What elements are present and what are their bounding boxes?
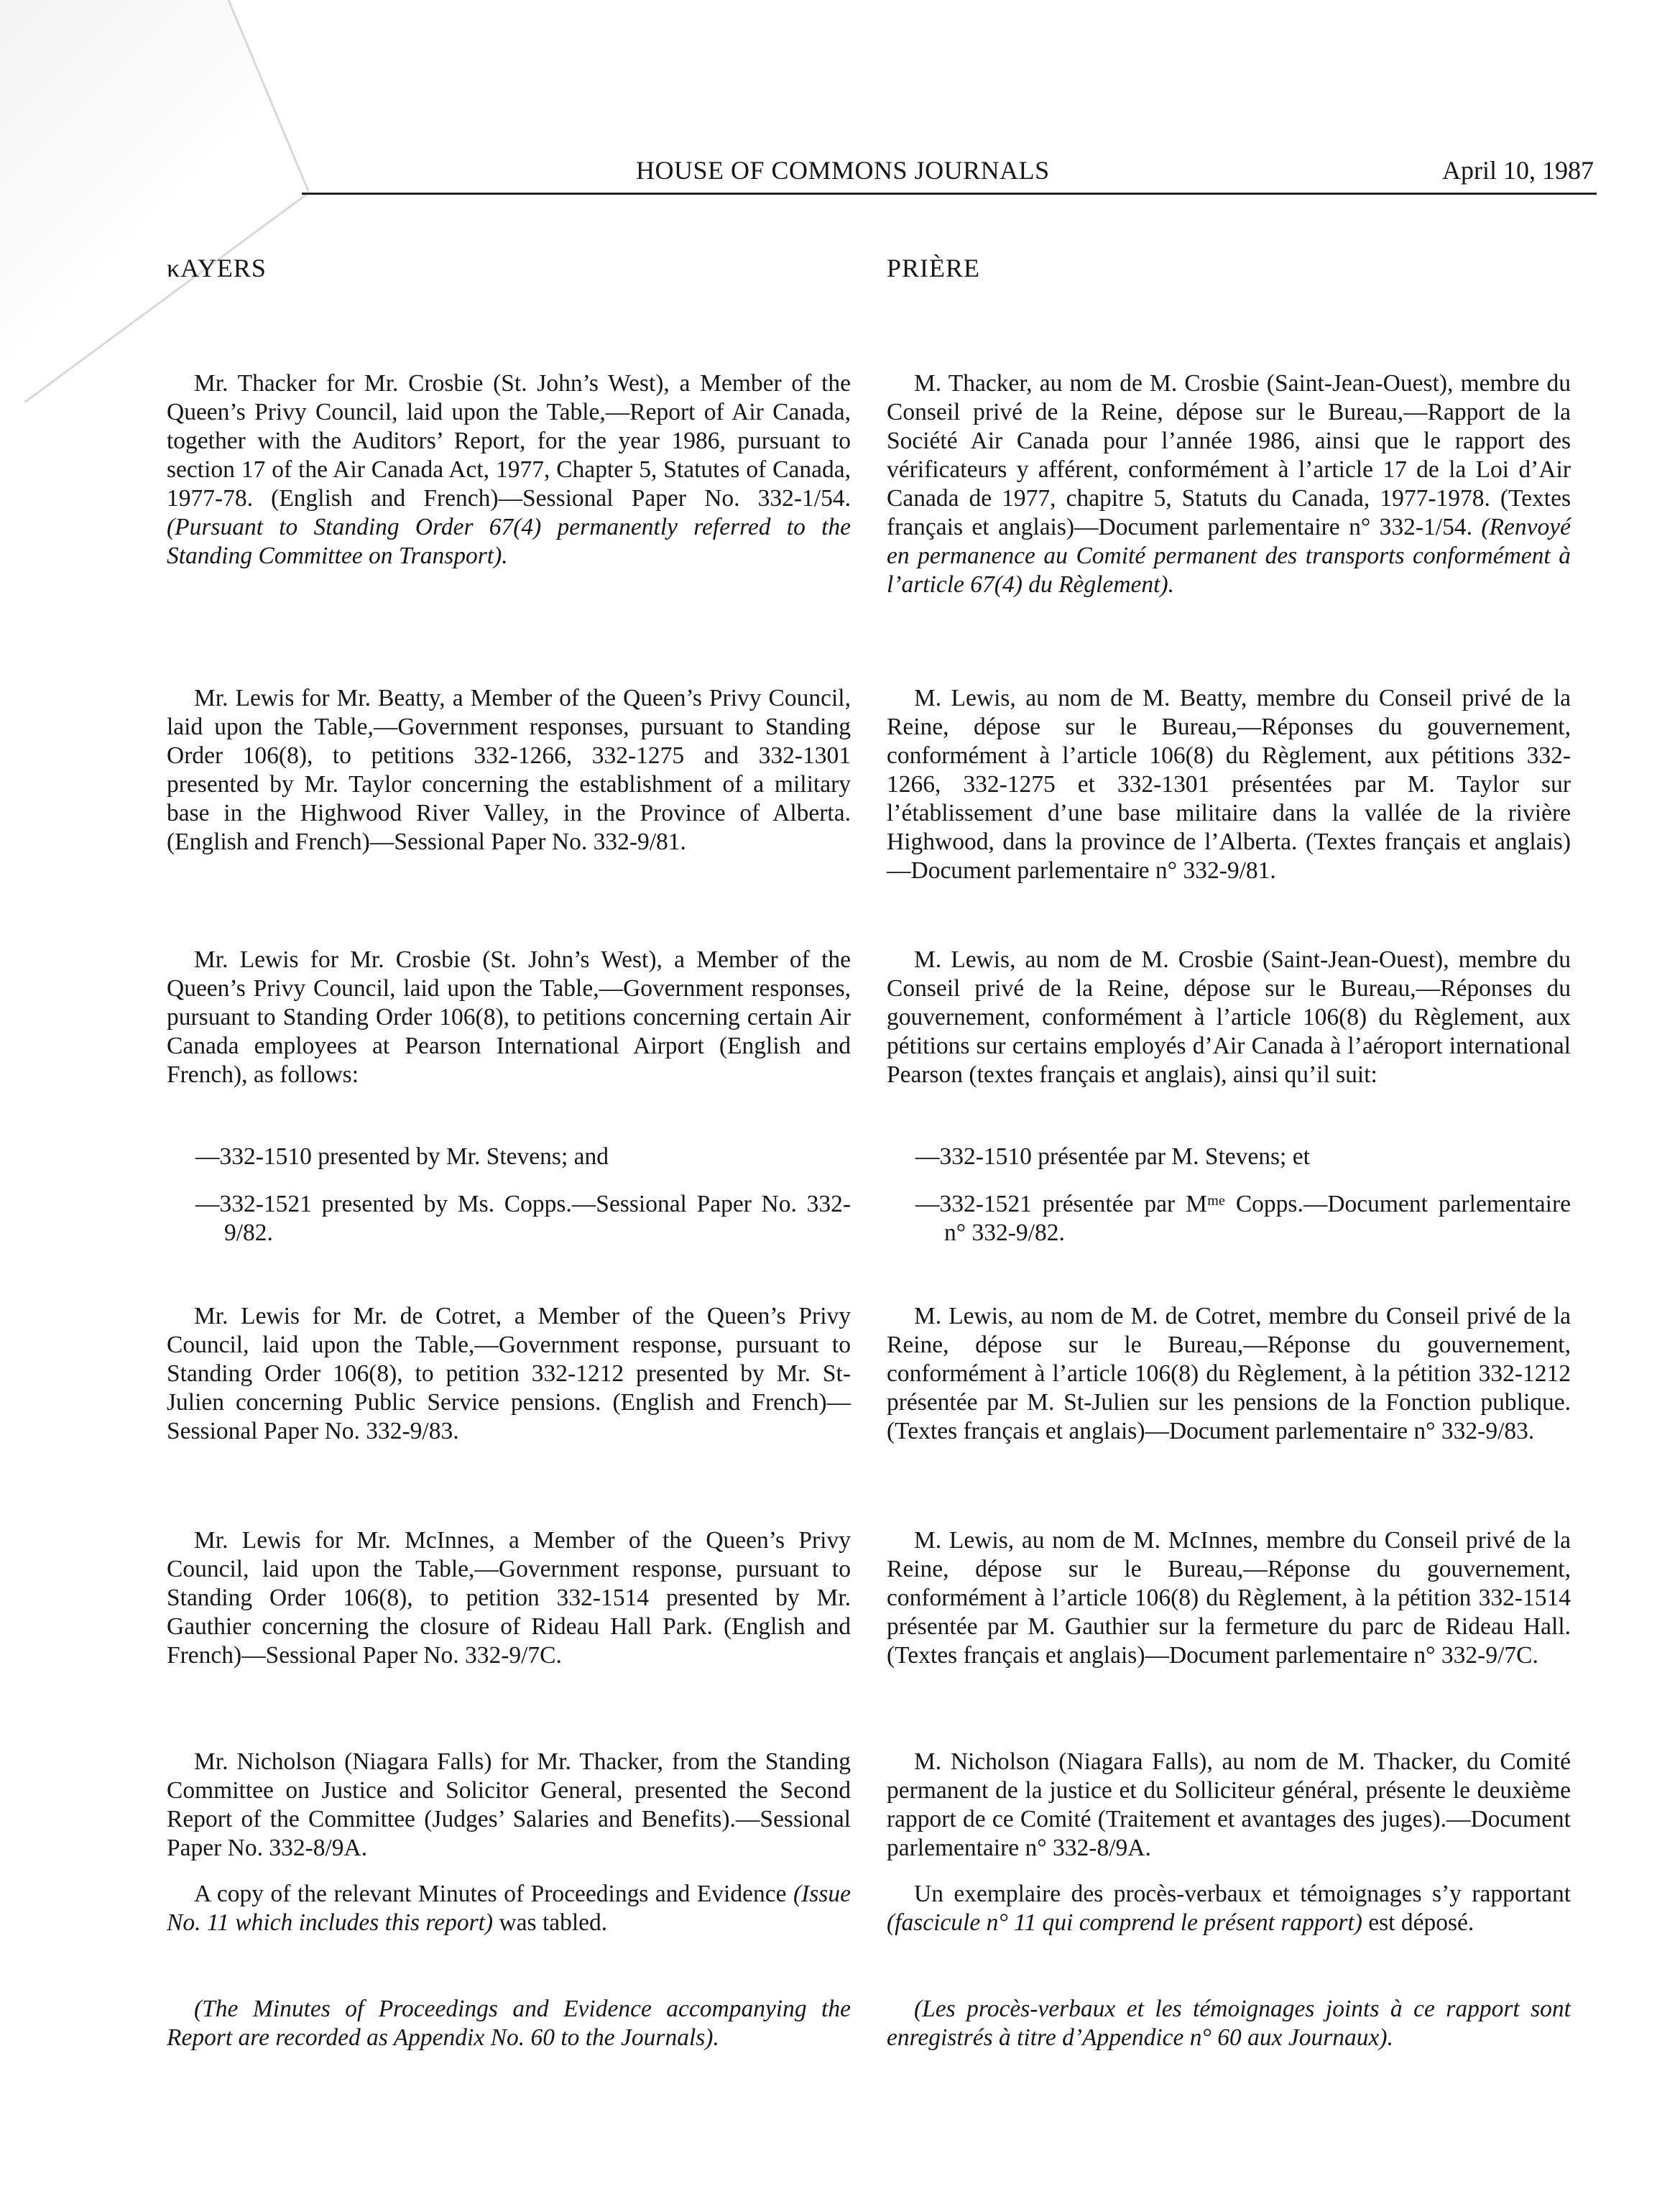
entree-petitions-highwood: M. Lewis, au nom de M. Beatty, membre du Conseil privé de la Reine, dépose sur le Bureau,—Réponses du gouvernement, conformément à l’article 106(8) du Règlement, aux pétitions 332-1266, 332-1275 et 332-1301 présentées par M. Taylor sur l’établissement d’une base militaire dans la vallée de la rivière Highwood, dans la province de l’Alberta. (Textes français et anglais)—Document parlementaire n° 332-9/81. (887, 685, 1571, 884)
entry-referral-note: (Pursuant to Standing Order 67(4) permanently referred to the Standing Committee on Transport). (167, 514, 851, 569)
entry-highwood-petitions: Mr. Lewis for Mr. Beatty, a Member of the Queen’s Privy Council, laid upon the Table,—Government responses, pursuant to Standing Order 106(8), to petitions 332-1266, 332-1275 and 332-1301 presented by Mr. Taylor concerning the establishment of a military base in the Highwood River Valley, in the Province of Alberta. (English and French)—Sessional Paper No. 332-9/81. (167, 685, 851, 855)
entry-air-canada-report (167, 369, 851, 571)
prayers-heading: κAYERS (167, 254, 267, 282)
appendix-note: (Les procès-verbaux et les témoignages joints à ce rapport sont enregistrés à titre d’Appendice n° 60 aux Journaux). (887, 1996, 1571, 2051)
issue-note: (Issue No. 11 which includes this report) (167, 1881, 851, 1936)
appendix-note: (The Minutes of Proceedings and Evidence accompanying the Report are recorded as Appendix No. 60 to the Journals). (167, 1996, 851, 2051)
folded-page-corner (0, 0, 309, 402)
entry-pearson-petitions: Mr. Lewis for Mr. Crosbie (St. John’s West), a Member of the Queen’s Privy Council, laid upon the Table,—Government responses, pursuant to Standing Order 106(8), to petitions concerning certain Air Canada employees at Pearson International Airport (English and French), as follows: (167, 946, 851, 1088)
petition-item-1510: —332-1510 presented by Mr. Stevens; and (195, 1143, 609, 1170)
entry-judges-salaries-report: Mr. Nicholson (Niagara Falls) for Mr. Thacker, from the Standing Committee on Justice and Solicitor General, presented the Second Report of the Committee (Judges’ Salaries and Benefits).—Sessional Paper No. 332-8/9A. (167, 1748, 851, 1861)
entry-appendix-note (167, 1995, 851, 2052)
journal-title: HOUSE OF COMMONS JOURNALS (636, 156, 1050, 185)
entry-text-end: est déposé. (1368, 1909, 1474, 1936)
entry-referral-note: (Renvoyé en permanence au Comité permanent des transports conformément à l’article 67(4) du Règlement). (887, 514, 1571, 598)
entree-parc-rideau-hall: M. Lewis, au nom de M. McInnes, membre du Conseil privé de la Reine, dépose sur le Bureau,—Réponse du gouvernement, conformément à l’article 106(8) du Règlement, à la pétition 332-1514 présentée par M. Gauthier sur la fermeture du parc de Rideau Hall. (Textes français et anglais)—Document parlementaire n° 332-9/7C. (887, 1527, 1571, 1669)
entry-minutes-tabled (167, 1880, 851, 1937)
entry-rideau-hall-park: Mr. Lewis for Mr. McInnes, a Member of the Queen’s Privy Council, laid upon the Table,—Government response, pursuant to Standing Order 106(8), to petition 332-1514 presented by Mr. Gauthier concerning the closure of Rideau Hall Park. (English and French)—Sessional Paper No. 332-9/7C. (167, 1527, 851, 1669)
fascicule-note: (fascicule n° 11 qui comprend le présent rapport) (887, 1909, 1362, 1936)
entree-appendice-note (887, 1995, 1571, 2052)
petition-item-1521: —332-1521 presented by Ms. Copps.—Sessional Paper No. 332-9/82. (195, 1191, 851, 1246)
entry-text: Mr. Thacker for Mr. Crosbie (St. John’s West), a Member of the Queen’s Privy Council, laid upon the Table,—Report of Air Canada, together with the Auditors’ Report, for the year 1986, pursuant to section 17 of the Air Canada Act, 1977, Chapter 5, Statutes of Canada, 1977-78. (English and French)—Sessional Paper No. 332-1/54. (167, 370, 851, 512)
entree-proces-verbaux-deposes (887, 1880, 1571, 1937)
entry-text: M. Thacker, au nom de M. Crosbie (Saint-Jean-Ouest), membre du Conseil privé de la Reine, dépose sur le Bureau,—Rapport de la Société Air Canada pour l’année 1986, ainsi que le rapport des vérificateurs y afférent, conformément à l’article 17 de la Loi d’Air Canada de 1977, chapitre 5, Statuts du Canada, 1977-1978. (Textes français et anglais)—Document parlementaire n° 332-1/54. (887, 370, 1571, 540)
priere-heading: PRIÈRE (887, 254, 981, 282)
entree-rapport-traitement-juges: M. Nicholson (Niagara Falls), au nom de M. Thacker, du Comité permanent de la justice et du Solliciteur général, présente le deuxième rapport de ce Comité (Traitement et avantages des juges).—Document parlementaire n° 332-8/9A. (887, 1748, 1571, 1861)
entree-petitions-pearson: M. Lewis, au nom de M. Crosbie (Saint-Jean-Ouest), membre du Conseil privé de la Reine, dépose sur le Bureau,—Réponses du gouvernement, conformément à l’article 106(8) du Règlement, aux pétitions sur certains employés d’Air Canada à l’aéroport international Pearson (textes français et anglais), ainsi qu’il suit: (887, 946, 1571, 1088)
petition-item-1510-fr: —332-1510 présentée par M. Stevens; et (915, 1143, 1310, 1170)
journal-date: April 10, 1987 (1442, 156, 1594, 185)
entry-text-end: was tabled. (499, 1909, 608, 1936)
entry-text: Un exemplaire des procès-verbaux et témoignages s’y rapportant (914, 1881, 1571, 1907)
petition-item-1521-fr: —332-1521 présentée par Mᵐᵉ Copps.—Document parlementaire n° 332-9/82. (915, 1191, 1571, 1246)
entry-text: A copy of the relevant Minutes of Proceedings and Evidence (194, 1881, 787, 1907)
entree-rapport-air-canada (887, 369, 1571, 599)
entry-public-service-pensions: Mr. Lewis for Mr. de Cotret, a Member of the Queen’s Privy Council, laid upon the Table,—Government response, pursuant to Standing Order 106(8), to petition 332-1212 presented by Mr. St-Julien concerning Public Service pensions. (English and French)—Sessional Paper No. 332-9/83. (167, 1303, 851, 1444)
page-header (302, 152, 1597, 195)
entree-pensions-fonction-publique: M. Lewis, au nom de M. de Cotret, membre du Conseil privé de la Reine, dépose sur le Bureau,—Réponse du gouvernement, conformément à l’article 106(8) du Règlement, à la pétition 332-1212 présentée par M. St-Julien sur les pensions de la Fonction publique. (Textes français et anglais)—Document parlementaire n° 332-9/83. (887, 1303, 1571, 1444)
